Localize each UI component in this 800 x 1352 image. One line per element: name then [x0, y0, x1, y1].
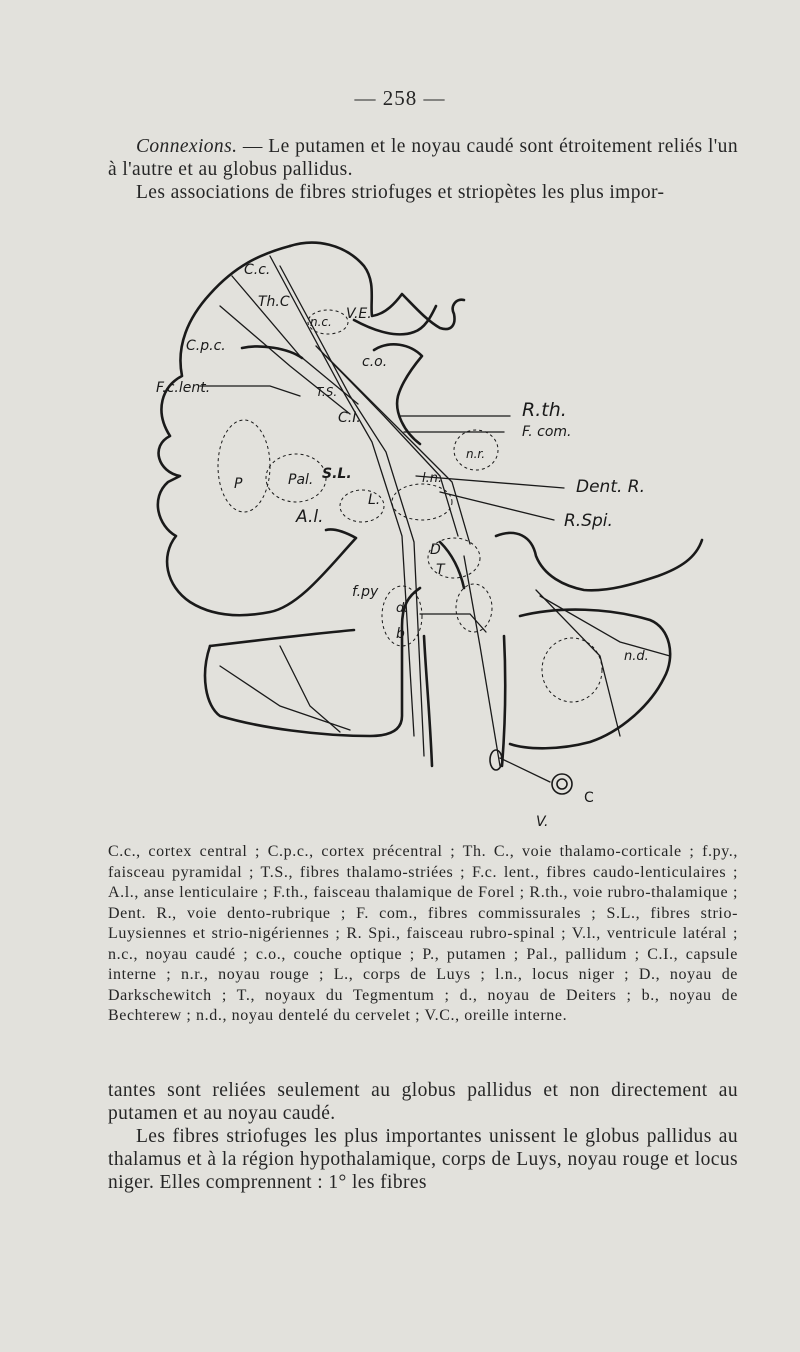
label-dd: D: [430, 542, 441, 558]
label-ln: l.n.: [422, 471, 443, 486]
label-fcom: F. com.: [522, 424, 572, 440]
caption-text: C.c., cortex central ; C.p.c., cortex précentral ; Th. C., voie thalamo-corticale ; f.py., faisceau pyramidal ; T.S., fibres thalamo-striées ; F.c. lent., fibres caudo-lenticulaires ; A.l., anse lenticulaire ; F.th., faisceau thalamique de Forel ; R.th., voie rubro-thalamique ; Dent. R., voie dento-rubrique ; F. com., fibres commissurales ; S.L., fibres strio-Luysiennes et strio-nigériennes ; R. Spi., faisceau rubro-spinal ; V.l., ventricule latéral ; n.c., noyau caudé ; c.o., couche optique ; P., putamen ; Pal., pallidum ; C.I., capsule interne ; n.r., noyau rouge ; L., corps de Luys ; l.n., locus niger ; D., noyau de Darkschewitch ; T., noyaux du Tegmentum ; d., noyau de Deiters ; b., noyau de Bechterew ; n.d., noyau dentelé du cervelet ; V.C., oreille interne.: [108, 843, 738, 1024]
tract-pyramidal-1: [270, 256, 414, 736]
nucleus-dentate: [542, 638, 602, 702]
cerebellum-outline: [205, 588, 420, 736]
bottom-text-first-paragraph: tantes sont reliées seulement au globus pallidus et non directement au putamen et au noyau caudé.: [108, 1080, 738, 1124]
label-ci: C.I.: [338, 410, 361, 426]
label-nc: n.c.: [310, 315, 332, 329]
section-heading: Connexions.: [136, 136, 238, 157]
label-ve: V.E.: [346, 306, 372, 322]
label-b: b: [396, 626, 405, 642]
label-co: c.o.: [362, 354, 388, 370]
tract-cerebellar-2: [280, 646, 340, 732]
hemisphere-outline: [158, 246, 356, 615]
page-number: — 258 —: [354, 86, 446, 110]
top-text-second-paragraph: Les associations de fibres striofuges et striopètes les plus impor-: [136, 182, 665, 203]
nucleus-putamen: [218, 420, 270, 512]
brainstem-outline: [496, 533, 702, 590]
label-rspi: R.Spi.: [564, 511, 613, 531]
tract-ci-2: [326, 356, 470, 544]
label-fpy: f.py: [352, 584, 379, 600]
label-cc: C.c.: [244, 262, 271, 278]
tract-fclent: [200, 386, 300, 396]
label-c: C: [584, 790, 594, 806]
inner-ear: [490, 750, 572, 794]
bottom-text: [108, 1079, 738, 1194]
label-cpc: C.p.c.: [186, 338, 226, 354]
bottom-text-second-paragraph: Les fibres striofuges les plus importantes unissent le globus pallidus au thalamus et à la région hypothalamique, corps de Luys, noyau rouge et locus niger. Elles comprennent : 1° les fibres: [108, 1126, 738, 1193]
tract-ci: [316, 346, 458, 536]
brainstem-left: [210, 630, 354, 646]
label-p: P: [234, 476, 243, 492]
top-text-first-line: — Le putamen et le noyau caudé sont étroitement reliés l'un à l'autre et au globus pallidus.: [108, 136, 738, 180]
label-sl: S.L.: [322, 466, 352, 482]
figure-caption: [108, 842, 738, 1027]
top-text: [108, 135, 738, 204]
label-rth: R.th.: [522, 399, 567, 421]
tract-rspi: [440, 492, 554, 520]
label-ts: T.S.: [316, 385, 338, 399]
label-l: L.: [368, 492, 381, 508]
label-dentr: Dent. R.: [576, 477, 646, 497]
label-pal: Pal.: [288, 472, 314, 488]
tract-spinal: [464, 556, 500, 766]
brain-diagram: [140, 236, 720, 832]
brain-diagram-figure: [140, 236, 720, 832]
label-al: A.l.: [296, 507, 324, 527]
label-t: T: [436, 562, 445, 578]
cord-right: [502, 636, 505, 766]
label-thc: Th.C: [258, 294, 290, 310]
label-v: V.: [536, 814, 549, 830]
cord-left: [424, 636, 432, 766]
tract-nd-2: [540, 596, 670, 656]
label-d: d.: [396, 601, 409, 616]
tract-vc: [500, 758, 550, 782]
right-cerebellum: [510, 610, 670, 749]
label-nd: n.d.: [624, 649, 649, 664]
nucleus-bechterew: [456, 584, 492, 632]
label-fclent: F.c.lent.: [156, 380, 211, 396]
label-nr: n.r.: [466, 447, 486, 461]
